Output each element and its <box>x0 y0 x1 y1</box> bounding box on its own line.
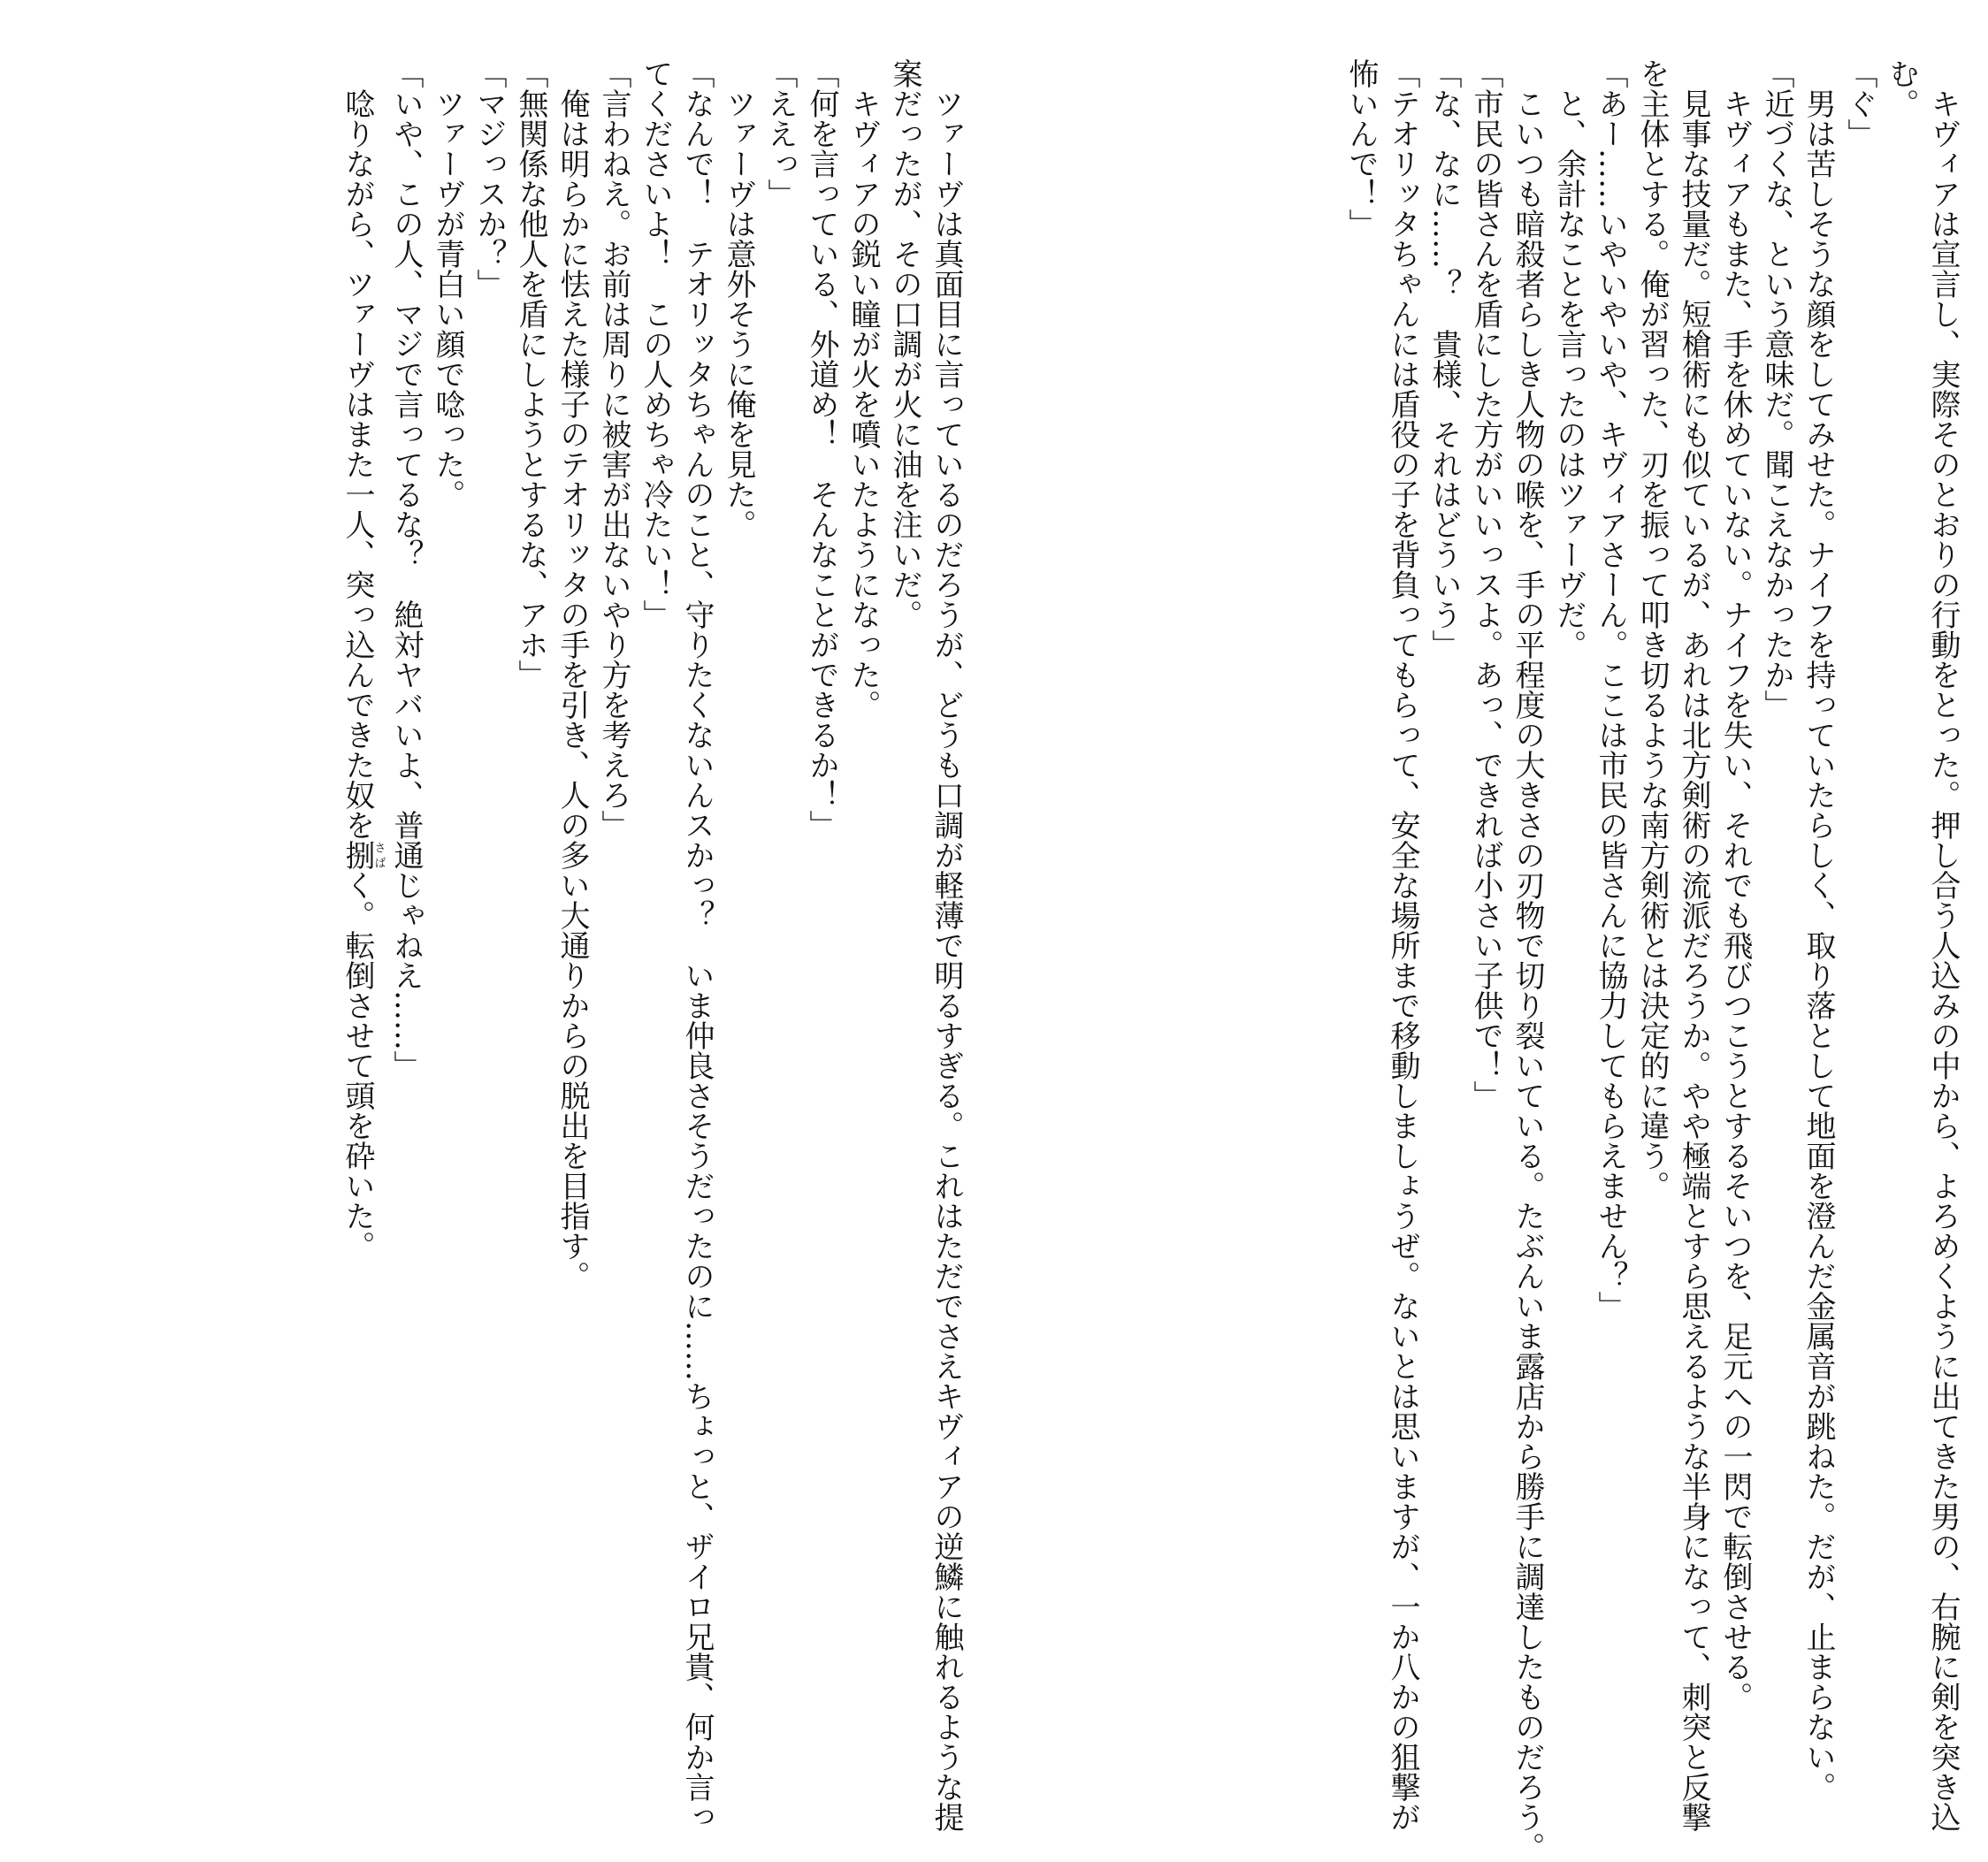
text-line: キヴィアもまた、手を休めていない。ナイフを失い、それでも飛びつこうとするそいつを、足元への一閃で転倒させる。 <box>1717 58 1753 1712</box>
text-line: 案だったが、その口調が火に油を注いだ。 <box>887 58 922 630</box>
text-line: 「マジっスか？」 <box>471 58 507 299</box>
text-line: む。 <box>1884 58 1919 118</box>
text-line: を主体とする。俺が習った、刃を振って叩き切るような南方剣術とは決定的に違う。 <box>1634 58 1670 1201</box>
text-line-last <box>336 58 385 1774</box>
text-line: ツァーヴは真面目に言っているのだろうが、どうも口調が軽薄で明るすぎる。これはただでさえキヴィアの逆鱗に触れるような提 <box>929 58 964 1832</box>
text-line: ツァーヴが青白い顔で唸った。 <box>430 58 465 509</box>
ruby-annotation <box>340 840 386 870</box>
ruby-reading: さば <box>371 840 386 870</box>
text-line: キヴィアの鋭い瞳が火を噴いたようになった。 <box>845 58 881 720</box>
text-line: 「ぐ」 <box>1842 58 1877 149</box>
text-segment-tail: く。転倒させて頭を砕いた。 <box>340 870 375 1261</box>
text-line: こいつも暗殺者らしき人物の喉を、手の平程度の大きさの刃物で切り裂いている。たぶんいま露店から勝手に調達したものだろう。 <box>1510 58 1545 1862</box>
text-line: ツァーヴは意外そうに俺を見た。 <box>721 58 756 539</box>
ruby-base: 捌 <box>340 840 375 870</box>
lower-text-block <box>336 58 967 1832</box>
text-line: 「いや、この人、マジで言ってるな？ 絶対ヤバいよ、普通じゃねえ……」 <box>388 58 424 1080</box>
text-line: 「なんで！ テオリッタちゃんのこと、守りたくないんスかっ？ いま仲良さそうだったのに……ちょっと、ザイロ兄貴、何か言っ <box>679 58 715 1832</box>
text-line: 「市民の皆さんを盾にした方がいいっスよ。あっ、できれば小さい子供で！」 <box>1468 58 1503 1110</box>
text-line: 「言わねえ。お前は周りに被害が出ないやり方を考えろ」 <box>596 58 631 840</box>
text-line: 「無関係な他人を盾にしようとするな、アホ」 <box>513 58 548 690</box>
text-line: キヴィアは宣言し、実際そのとおりの行動をとった。押し合う人込みの中から、よろめくように出てきた男の、右腕に剣を突き込 <box>1925 58 1961 1832</box>
text-line: 俺は明らかに怯えた様子のテオリッタの手を引き、人の多い大通りからの脱出を目指す。 <box>554 58 590 1291</box>
text-line: 見事な技量だ。短槍術にも似ているが、あれは北方剣術の流派だろうか。やや極端とすら思えるような半身になって、刺突と反撃 <box>1676 58 1711 1832</box>
text-line: 「あー……いやいやいや、キヴィアさーん。ここは市民の皆さんに協力してもらえません？」 <box>1593 58 1628 1321</box>
text-line: 男は苦しそうな顔をしてみせた。ナイフを持っていたらしく、取り落として地面を澄んだ金属音が跳ねた。だが、止まらない。 <box>1801 58 1836 1802</box>
text-line: 「近づくな、という意味だ。聞こえなかったか」 <box>1759 58 1794 720</box>
text-line: 「ええっ」 <box>762 58 798 209</box>
text-line: 「テオリッタちゃんには盾役の子を背負ってもらって、安全な場所まで移動しましょうぜ。ないとは思いますが、一か八かの狙撃が <box>1385 58 1420 1832</box>
upper-text-block <box>1340 58 1963 1862</box>
text-segment: 唸りながら、ツァーヴはまた一人、突っ込んできた奴を <box>340 58 375 840</box>
text-line: 「な、なに……？ 貴様、それはどういう」 <box>1426 58 1462 660</box>
text-line: てくださいよ！ この人めちゃ冷たい！」 <box>638 58 673 630</box>
text-line: 怖いんで！」 <box>1343 58 1379 239</box>
text-line: 「何を言っている、外道め！ そんなことができるか！」 <box>804 58 839 840</box>
text-line: と、余計なことを言ったのはツァーヴだ。 <box>1551 58 1587 660</box>
